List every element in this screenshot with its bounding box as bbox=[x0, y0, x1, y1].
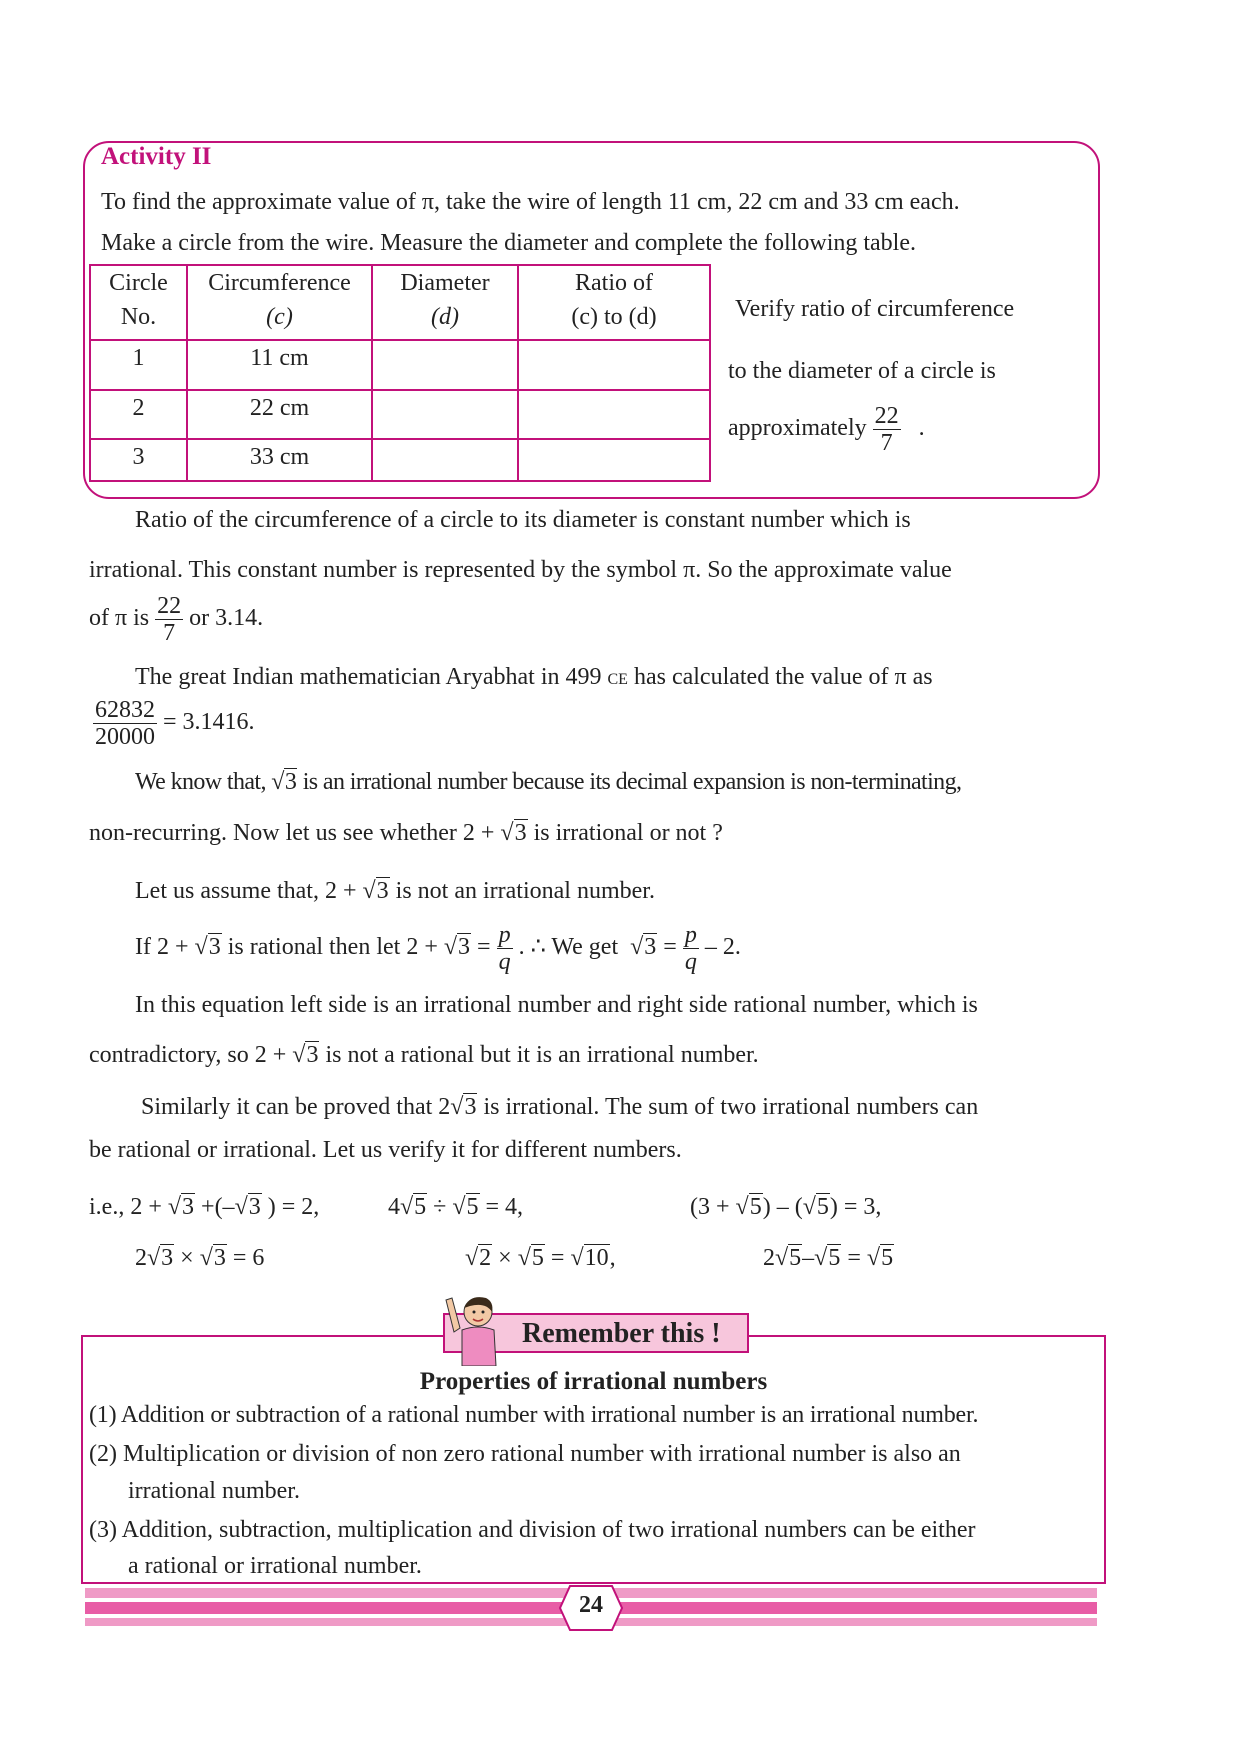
remember-item-2a: (2) Multiplication or division of non zero rational number with irrational number is also an bbox=[89, 1441, 961, 1467]
remember-item-2b: irrational number. bbox=[128, 1478, 300, 1504]
verify-line-3: approximately $\frac{22}{7}$ . bbox=[728, 403, 925, 456]
paragraph-2a: The great Indian mathematician Aryabhat in 499 CE has calculated the value of π as bbox=[135, 664, 933, 690]
table-row bbox=[90, 390, 710, 439]
paragraph-3a: We know that, √3 is an irrational number because its decimal expansion is non-terminating, bbox=[135, 769, 962, 795]
header-diameter: Diameter (d) bbox=[372, 265, 518, 340]
paragraph-6b: contradictory, so 2 + √3 is not a rational but it is an irrational number. bbox=[89, 1042, 759, 1068]
cell-no: 2 bbox=[90, 390, 187, 439]
cell-ratio[interactable] bbox=[518, 340, 710, 390]
example-2: 4√5 ÷ √5 = 4, bbox=[388, 1194, 524, 1220]
activity-table bbox=[89, 264, 711, 482]
paragraph-7a: Similarly it can be proved that 2√3 is irrational. The sum of two irrational numbers can bbox=[141, 1094, 979, 1120]
cell-diameter[interactable] bbox=[372, 439, 518, 481]
remember-item-1: (1) Addition or subtraction of a rational number with irrational number is an irrational number. bbox=[89, 1402, 979, 1428]
example-1: i.e., 2 + √3 +(–√3 ) = 2, bbox=[89, 1194, 320, 1220]
paragraph-4: Let us assume that, 2 + √3 is not an irrational number. bbox=[135, 878, 655, 904]
cell-circumference: 33 cm bbox=[187, 439, 372, 481]
paragraph-1c: of π is $\frac{22}{7}$ or 3.14. bbox=[89, 593, 264, 646]
student-illustration-icon bbox=[440, 1290, 504, 1366]
paragraph-1a: Ratio of the circumference of a circle to its diameter is constant number which is bbox=[135, 507, 911, 533]
activity-line-2: Make a circle from the wire. Measure the diameter and complete the following table. bbox=[101, 230, 917, 256]
paragraph-6a: In this equation left side is an irrational number and right side rational number, which is bbox=[135, 992, 978, 1018]
paragraph-1b: irrational. This constant number is represented by the symbol π. So the approximate value bbox=[89, 557, 952, 583]
remember-item-3b: a rational or irrational number. bbox=[128, 1553, 422, 1579]
table-row bbox=[90, 340, 710, 390]
verify-line-2: to the diameter of a circle is bbox=[728, 358, 996, 384]
remember-item-3a: (3) Addition, subtraction, multiplication and division of two irrational numbers can be either bbox=[89, 1517, 976, 1543]
table-row bbox=[90, 439, 710, 481]
table-header-row bbox=[90, 265, 710, 340]
example-4: 2√3 × √3 = 6 bbox=[135, 1245, 265, 1271]
paragraph-2b: $\frac{62832}{20000}$ = 3.1416. bbox=[95, 697, 255, 750]
header-ratio: Ratio of (c) to (d) bbox=[518, 265, 710, 340]
cell-diameter[interactable] bbox=[372, 390, 518, 439]
verify-line-1: Verify ratio of circumference bbox=[735, 296, 1015, 322]
paragraph-3b: non-recurring. Now let us see whether 2 + √3 is irrational or not ? bbox=[89, 820, 723, 846]
cell-ratio[interactable] bbox=[518, 439, 710, 481]
paragraph-5: If 2 + √3 is rational then let 2 + √3 = $\frac{p}{q}$ . ∴ We get √3 = $\frac{p}{q}$ – 2. bbox=[135, 922, 741, 975]
header-circumference: Circumference (c) bbox=[187, 265, 372, 340]
example-6: 2√5–√5 = √5 bbox=[763, 1245, 894, 1271]
example-3: (3 + √5) – (√5) = 3, bbox=[690, 1194, 882, 1220]
header-circle-no: Circle No. bbox=[90, 265, 187, 340]
cell-no: 3 bbox=[90, 439, 187, 481]
cell-no: 1 bbox=[90, 340, 187, 390]
example-5: √2 × √5 = √10, bbox=[465, 1245, 616, 1271]
activity-title: Activity II bbox=[101, 143, 212, 170]
activity-line-1: To find the approximate value of π, take the wire of length 11 cm, 22 cm and 33 cm each. bbox=[101, 189, 960, 215]
cell-circumference: 22 cm bbox=[187, 390, 372, 439]
cell-diameter[interactable] bbox=[372, 340, 518, 390]
remember-title: Remember this ! bbox=[522, 1318, 721, 1349]
remember-heading: Properties of irrational numbers bbox=[419, 1368, 768, 1395]
page-number: 24 bbox=[579, 1592, 603, 1618]
paragraph-7b: be rational or irrational. Let us verify it for different numbers. bbox=[89, 1137, 682, 1163]
cell-ratio[interactable] bbox=[518, 390, 710, 439]
cell-circumference: 11 cm bbox=[187, 340, 372, 390]
